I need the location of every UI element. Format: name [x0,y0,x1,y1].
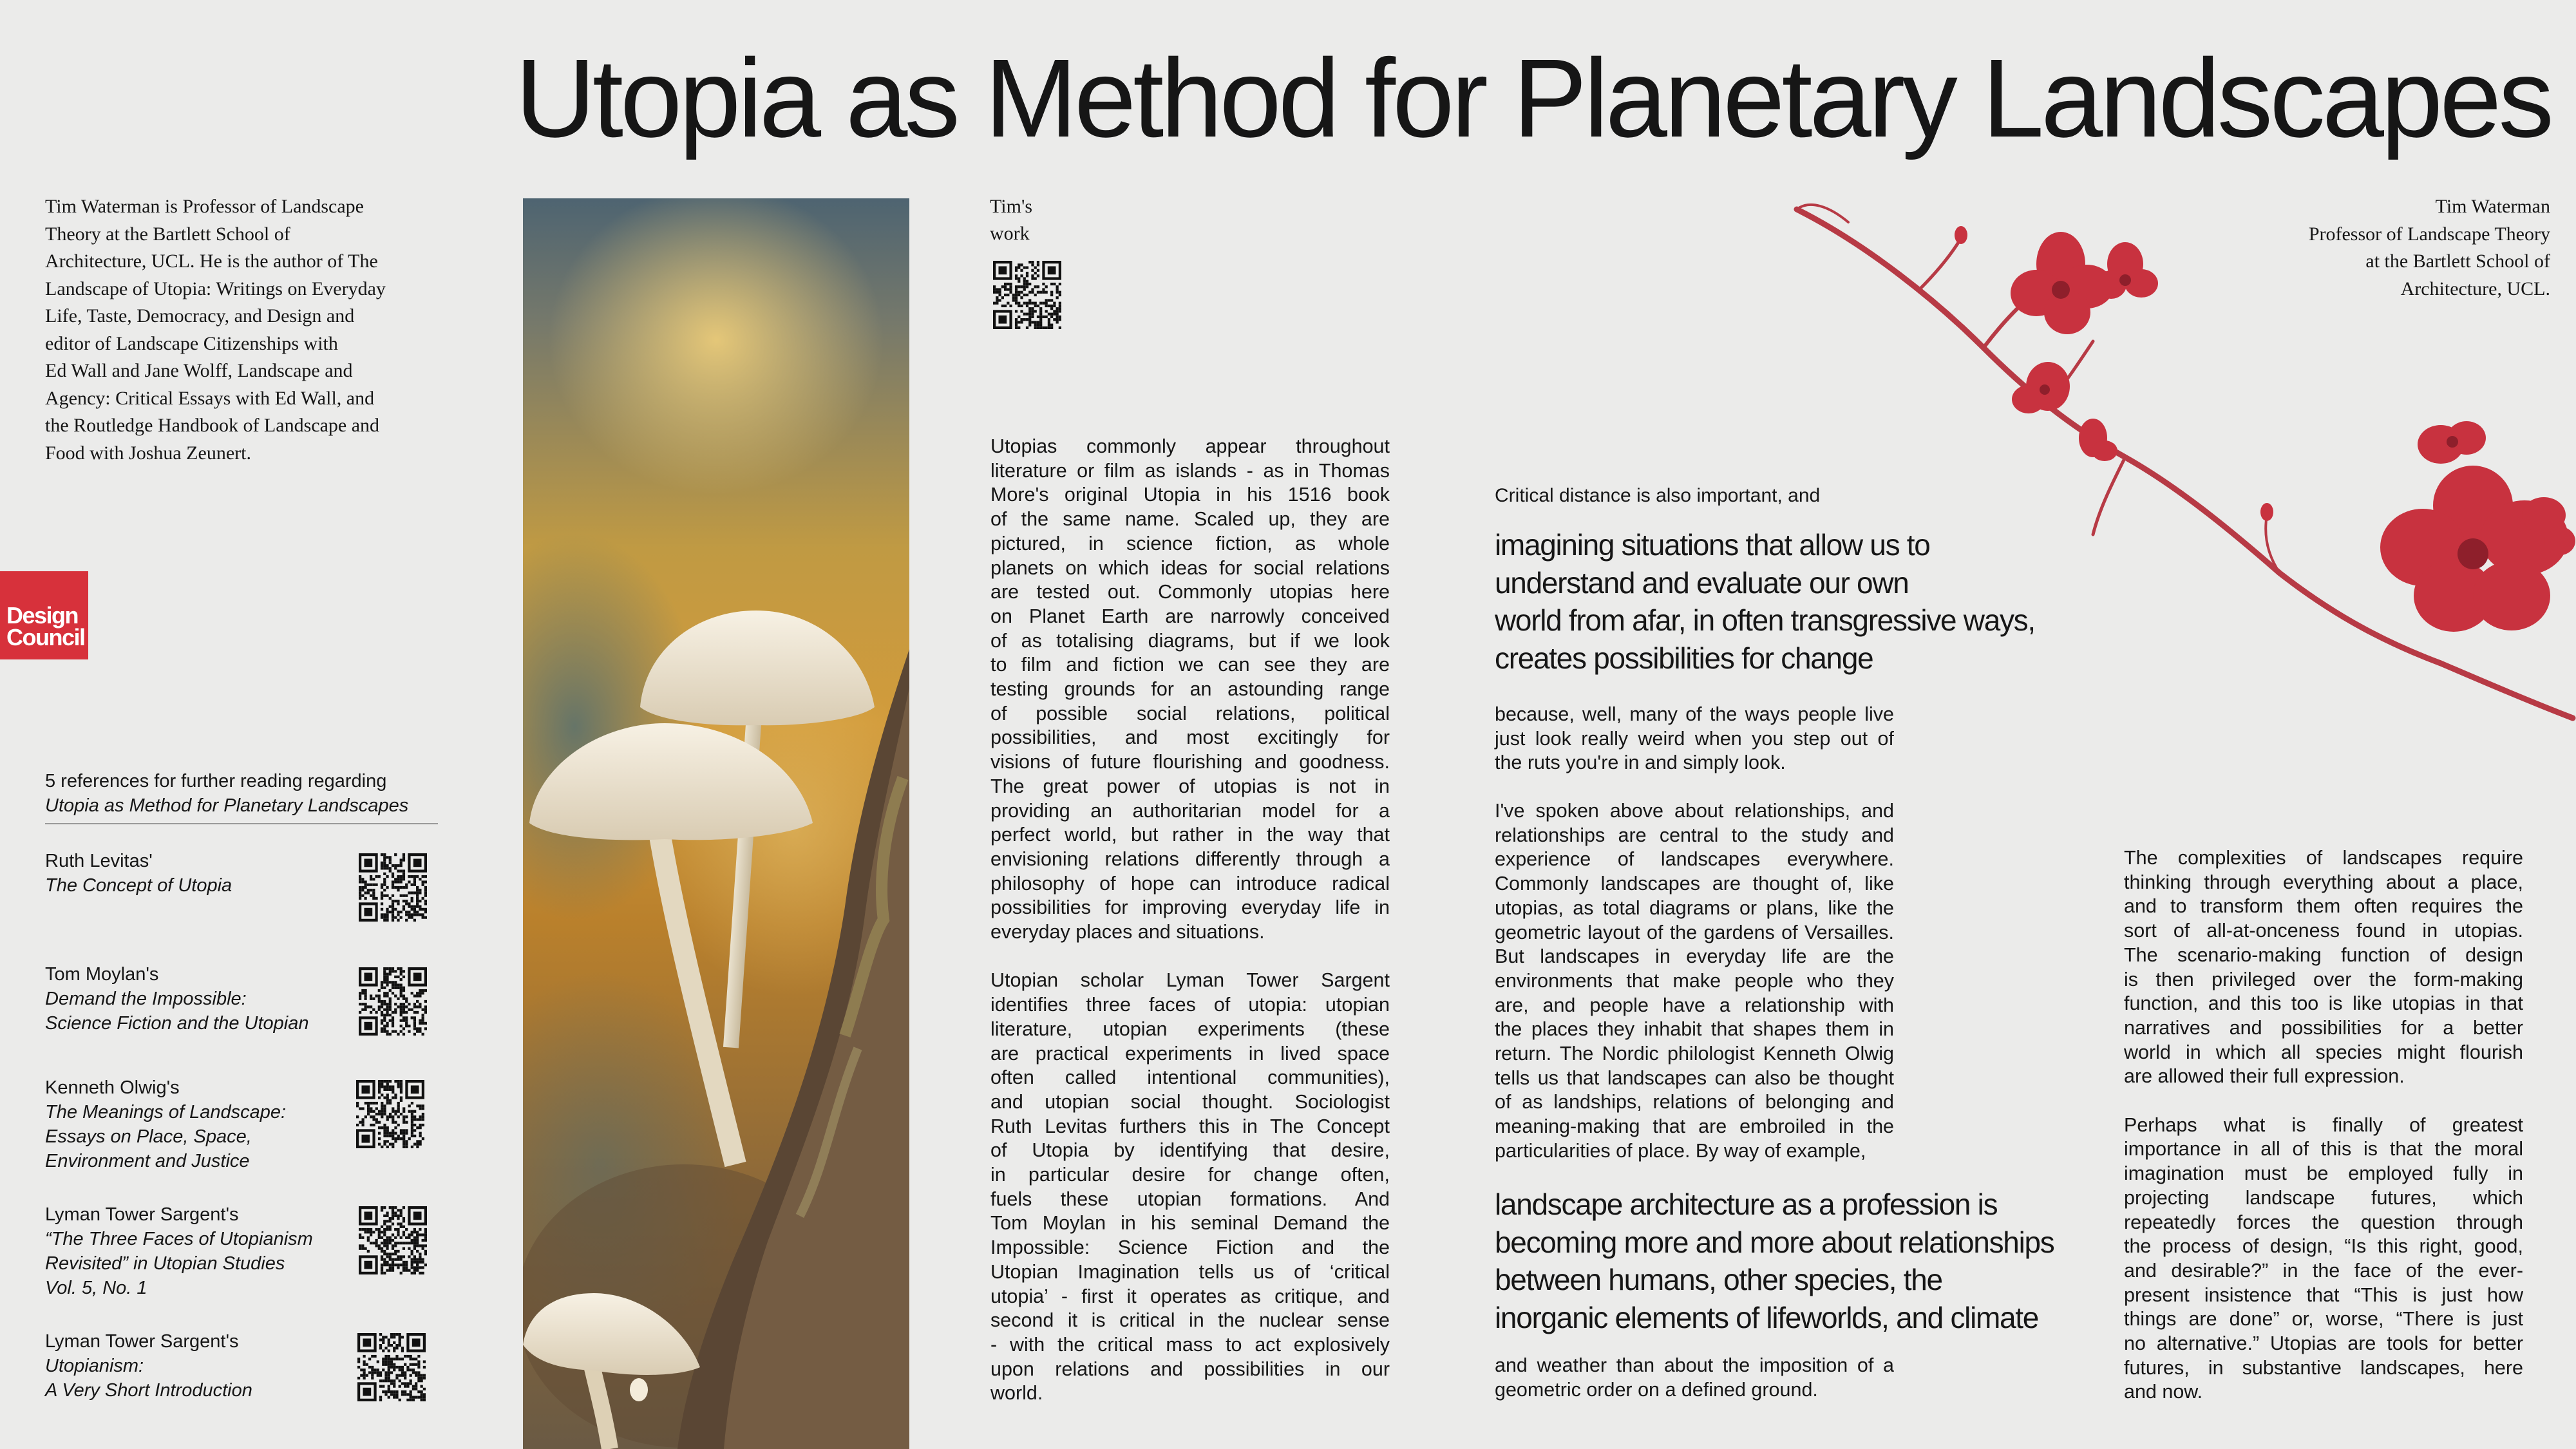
references-heading-italic: Utopia as Method for Planetary Landscapes [45,795,409,816]
reference-item-1 [45,849,348,898]
text-line: of Utopia by identifying that desire, [990,1139,1390,1162]
qr-code-tims-work[interactable] [993,261,1061,329]
text-line: and now. [2124,1381,2203,1403]
text-line: because, well, many of the ways people live [1495,703,1894,725]
paragraph-relationships [1495,799,1894,1164]
reference-title: A Very Short Introduction [45,1380,252,1401]
text-line: the process of design, “Is this right, good, [2124,1235,2523,1258]
text-line: Life, Taste, Democracy, and Design and [45,305,355,327]
references-heading-text: 5 references for further reading regarding [45,771,387,791]
text-line: are tested out. Commonly utopias here [990,581,1390,603]
text-line: at the Bartlett School of [2365,251,2550,272]
text-line: to film and fiction we can see they are [990,654,1390,676]
reference-title: Essays on Place, Space, [45,1126,252,1147]
text-line: The great power of utopias is not in [990,775,1390,797]
text-line: fuels these utopian formations. And [990,1188,1390,1210]
text-line: importance in all of this is that the moral [2124,1138,2523,1160]
text-line: Utopian Imagination tells us of ‘critical [990,1260,1390,1283]
reference-author: Ruth Levitas' [45,851,153,871]
reference-title: Demand the Impossible: [45,989,247,1009]
text-line: everyday places and situations. [990,921,1265,943]
reference-item-3 [45,1075,348,1173]
text-line: editor of Landscape Citizenships with [45,332,338,354]
paragraph-three-faces [990,969,1390,1406]
text-line: second it is critical in the nuclear sense [990,1309,1390,1332]
mushroom-photo [523,198,909,1449]
text-line: The complexities of landscapes require [2124,847,2523,869]
paragraph-utopias-islands [990,435,1390,945]
text-line: inorganic elements of lifeworlds, and climate [1495,1300,2039,1334]
tims-work-label [990,193,1086,247]
text-line: are practical experiments in lived space [990,1042,1390,1065]
reference-title: The Meanings of Landscape: [45,1102,287,1122]
text-line: narratives and possibilities for a better [2124,1016,2523,1039]
reference-author: Kenneth Olwig's [45,1077,180,1098]
text-line: in particular desire for change often, [990,1164,1390,1186]
text-line: environments that make people who they [1495,969,1894,992]
text-line: Commonly landscapes are thought of, like [1495,873,1894,895]
text-line: imagining situations that allow us to [1495,528,1930,562]
text-line: literature, utopian experiments (these [990,1018,1390,1040]
text-line: Utopian scholar Lyman Tower Sargent [990,969,1390,992]
critical-distance-intro: Critical distance is also important, and [1495,485,1821,506]
text-line: Tom Moylan in his seminal Demand the [990,1212,1390,1235]
body-column-1 [990,435,1390,1406]
text-line: are allowed their full expression. [2124,1065,2405,1088]
tims-work-line-1: Tim's [990,196,1033,217]
body-column-3 [2124,846,2523,1405]
text-line: Food with Joshua Zeunert. [45,442,251,464]
qr-code-reference-3[interactable] [356,1080,424,1148]
text-line: Theory at the Bartlett School of [45,223,290,245]
text-line: - with the critical mass to act explosively [990,1334,1390,1356]
text-line: Professor of Landscape Theory [2308,223,2550,245]
text-line: identifies three faces of utopia: utopian [990,994,1390,1016]
text-line: Perhaps what is finally of greatest [2124,1113,2523,1136]
text-line: pictured, in science fiction, as whole [990,532,1390,554]
text-line: Tim Waterman [2435,196,2550,217]
text-line: things are done” or, worse, “There is just [2124,1308,2523,1331]
reference-title: Environment and Justice [45,1151,250,1171]
text-line: meaning-making that are embroiled in the [1495,1115,1894,1138]
reference-item-4 [45,1202,348,1300]
text-line: repeatedly forces the question through [2124,1211,2523,1233]
text-line: and to transform them often requires the [2124,895,2523,918]
text-line: geometric order on a defined ground. [1495,1378,1818,1401]
text-line: world. [990,1382,1043,1405]
text-line: geometric layout of the gardens of Versailles. [1495,921,1894,943]
text-line: and utopian social thought. Sociologist [990,1090,1390,1113]
text-line: of as landships, relations of belonging and [1495,1091,1894,1113]
text-line: becoming more and more about relationships [1495,1225,2054,1259]
text-line: understand and evaluate our own [1495,565,1909,600]
text-line: of as totalising diagrams, but if we look [990,629,1390,652]
text-line: just look really weird when you step out of [1495,727,1894,750]
text-line: particularities of place. By way of example, [1495,1139,1866,1162]
text-line: creates possibilities for change [1495,641,1873,675]
reference-author: Lyman Tower Sargent's [45,1331,239,1352]
text-line: upon relations and possibilities in our [990,1358,1390,1380]
text-line: on Planet Earth are narrowly conceived [990,605,1390,627]
paragraph-complexities [2124,846,2523,1089]
text-line: of possible social relations, political [990,702,1390,724]
logo-line-design: Design [6,602,79,629]
text-line: More's original Utopia in his 1516 book [990,484,1390,506]
text-line: utopia’ - first it operates as critique, and [990,1285,1390,1307]
text-line: Impossible: Science Fiction and the [990,1236,1390,1259]
text-line: thinking through everything about a place, [2124,871,2523,893]
text-line: Utopias commonly appear throughout [990,435,1390,457]
text-line: is then privileged over the form-making [2124,968,2523,990]
reference-title: Utopianism: [45,1356,144,1376]
text-line: sort of all-at-onceness found in utopias. [2124,920,2523,942]
text-line: philosophy of hope can introduce radical [990,872,1390,895]
qr-code-reference-2[interactable] [359,967,427,1036]
text-line: Ruth Levitas furthers this in The Concept [990,1115,1390,1137]
text-line: the places they inhabit that shapes them in [1495,1018,1894,1041]
text-line: projecting landscape futures, which [2124,1186,2523,1209]
text-line: Agency: Critical Essays with Ed Wall, and [45,387,375,409]
text-line: between humans, other species, the [1495,1263,1942,1296]
reference-title: Revisited” in Utopian Studies [45,1253,285,1274]
author-credit [2228,193,2550,303]
text-line: possibilities, and most excitingly for [990,726,1390,749]
reference-author: Tom Moylan's [45,964,159,985]
reference-title: Science Fiction and the Utopian [45,1013,309,1034]
text-line: and desirable?” in the face of the ever- [2124,1259,2523,1282]
text-line: I've spoken above about relationships, and [1495,800,1894,822]
text-line: Ed Wall and Jane Wolff, Landscape and [45,360,353,381]
text-line: visions of future flourishing and goodness. [990,751,1390,773]
qr-code-reference-1[interactable] [359,853,427,922]
text-line: the ruts you're in and simply look. [1495,752,1786,774]
text-line: Architecture, UCL. [2400,278,2550,299]
tims-work-line-2: work [990,223,1030,244]
references-heading [45,769,438,824]
text-line: Tim Waterman is Professor of Landscape [45,196,364,217]
text-line: perfect world, but rather in the way that [990,824,1390,846]
text-line: tells us that landscapes can also be thought [1495,1066,1894,1089]
text-line: return. The Nordic philologist Kenneth Olwig [1495,1043,1894,1065]
text-line: function, and this too is like utopias in that [2124,992,2523,1015]
text-line: present insistence that “This is just how [2124,1283,2523,1306]
reference-author: Lyman Tower Sargent's [45,1204,239,1225]
text-line: futures, in substantive landscapes, here [2124,1356,2523,1379]
text-line: Landscape of Utopia: Writings on Everyday [45,278,386,299]
text-line: often called intentional communities), [990,1066,1390,1089]
text-line: envisioning relations differently through a [990,848,1390,870]
text-line: landscape architecture as a profession is [1495,1188,1998,1221]
text-line: Architecture, UCL. He is the author of The [45,251,378,272]
text-line: relationships are central to the study and [1495,824,1894,846]
qr-code-reference-5[interactable] [357,1333,426,1401]
text-line: no alternative.” Utopias are tools for better [2124,1332,2523,1355]
paragraph-moral-imagination [2124,1113,2523,1405]
mushroom-illustration [523,198,909,1449]
text-line: world in which all species might flourish [2124,1041,2523,1063]
reference-title: Vol. 5, No. 1 [45,1278,147,1298]
text-line: planets on which ideas for social relations [990,556,1390,579]
reference-item-2 [45,962,348,1036]
text-line: providing an authoritarian model for a [990,799,1390,822]
text-line: the Routledge Handbook of Landscape and [45,415,380,436]
text-line: and weather than about the imposition of a [1495,1354,1894,1376]
text-line: imagination must be employed fully in [2124,1162,2523,1185]
reference-item-5 [45,1329,348,1403]
design-council-logo [0,571,88,659]
pull-quote-landscape-architecture [1495,1186,2074,1336]
text-line: world from afar, in often transgressive ways, [1495,603,2035,637]
text-line: utopias, as total diagrams or plans, like the [1495,896,1894,919]
text-line: experience of landscapes everywhere. [1495,848,1894,871]
qr-code-reference-4[interactable] [359,1206,427,1274]
text-line: possibilities for improving everyday life in [990,896,1390,919]
text-line: are, and people have a relationship with [1495,994,1894,1016]
text-line: The scenario-making function of design [2124,943,2523,966]
logo-line-council: Council [6,624,85,650]
page-title: Utopia as Method for Planetary Landscapes [515,35,2551,160]
text-line: of the same name. Scaled up, they are [990,508,1390,531]
reference-title: “The Three Faces of Utopianism [45,1229,313,1249]
reference-title: The Concept of Utopia [45,875,232,896]
text-line: But landscapes in everyday life are the [1495,945,1894,968]
text-line: literature or film as islands - as in Thomas [990,459,1390,482]
paragraph-weather [1495,1354,1894,1402]
author-bio [45,193,428,467]
text-line: testing grounds for an astounding range [990,678,1390,701]
